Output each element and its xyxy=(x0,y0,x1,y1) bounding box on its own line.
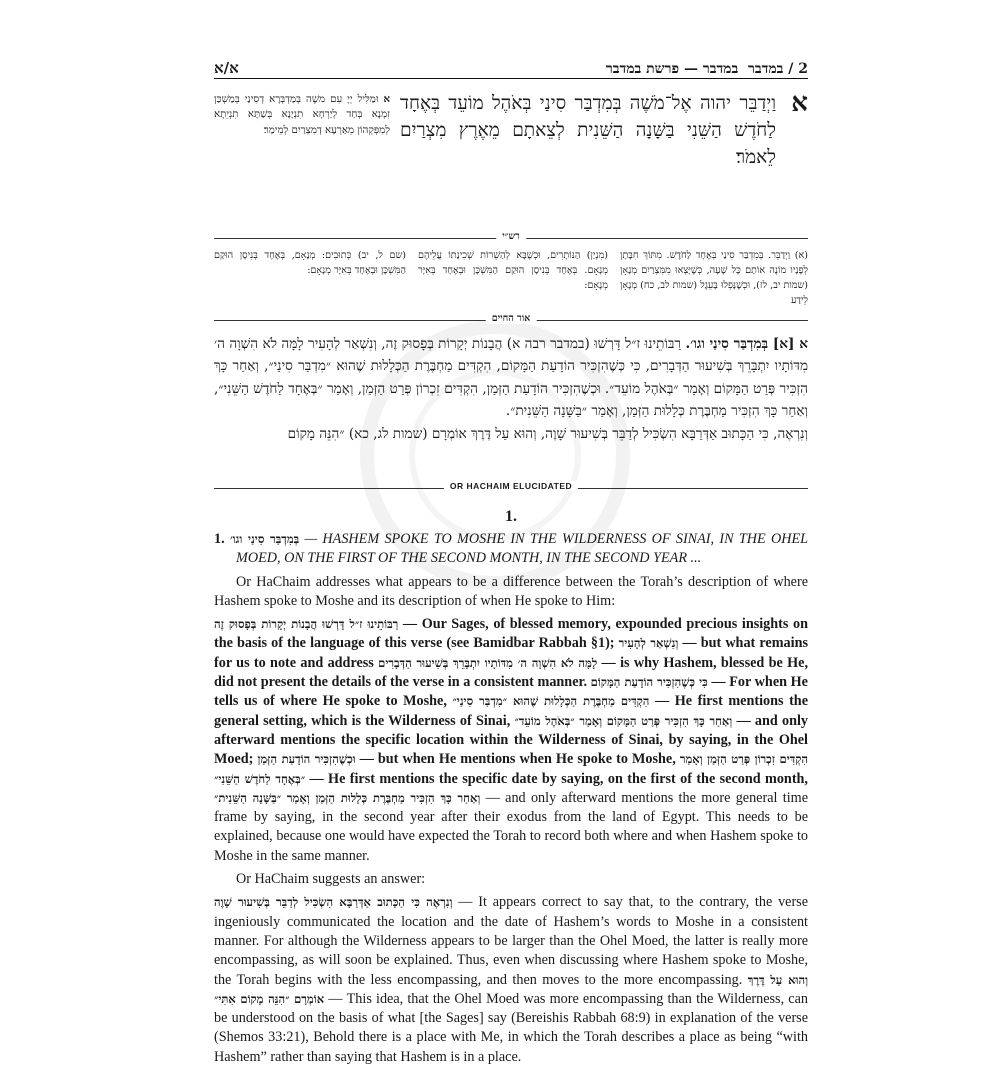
paragraph-2: Or HaChaim addresses what appears to be a difference between the Torah’s description of where Hashem spoke to Moshe and its description of when He spoke to Him: xyxy=(214,573,808,609)
page-number: 2 / במדבר xyxy=(747,61,808,77)
targum-text: א וּמַלִּיל יְיָ עִם משֶׁה בְּמַדְבְּרָא דְסִינַי בְּמַשְׁכַּן זִמְנָא בְּחַד לְיַרְחָא תִנְיָנָא בְּשַׁתָּא תִנְיֵתָא לְמִפְּקְהוֹן מֵאַרְעָא דְמִצְרַיִם לְמֵימַר׃ xyxy=(214,93,390,136)
verse-number: א xyxy=(791,88,808,118)
elucidated-divider xyxy=(214,482,808,494)
paragraph-1: 1. בְּמִדְבַּר סִינַי וגו׳ — HASHEM SPOKE TO MOSHE IN THE WILDERNESS OF SINAI, IN THE OHEL MOED, ON THE FIRST OF THE SECOND MONTH, IN THE SECOND YEAR ... xyxy=(214,531,808,567)
paragraph-5: וְנִרְאֶה כִּי הַכָּתוּב אַדְּרַבָּא הִשְׂכִּיל לְדַבֵּר בְּשִׁיעוּר שָׁוֶה — It appears correct to say that, to the contrary, the verse ingeniously communicated the location and the date of Hashem’s words to Moshe in a consistent manner. For although the Wilderness appears to be larger than the Ohel Moed, the latter is really more encompassing, as will soon be explained. Thus, even when discussing where Hashem spoke to Moshe, the Torah begins with the less encompassing, and then moves to the more encompassing. וְהוּא עַל דֶּרֶךְ אוֹמְרָם ״הִנֵּה מָקוֹם אִתִּי״ — This idea, that the Ohel Moed was more encompassing than the Wilderness, can be understood on the basis of what [the Sages] say (Bereishis Rabbah 68:9) in explanation of the verse (Shemos 33:21), Behold there is a place with Me, in which the Torah describes a place as being “with Hashem” rather than saying that Hashem is in a place. xyxy=(214,894,809,1065)
ohr-hachaim-text: א [א] בְּמִדְבַּר סִינַי וגו׳. רַבּוֹתֵינוּ ז״ל דָּרְשׁוּ (במדבר רבה א) הֲבָנוֹת יְקָרוֹת בְּפָסוּק זֶה, וְנִשְׁאַר לְהָעִיר לָמָּה לֹא הִשְׁוָה ה׳ מִדּוֹתָיו יִתְבָּרֵךְ בְּשִׁיעוּר הַדְּבָרִים, כִּי כְּשֶׁהִזְכִּיר הוֹדָעַת הַמָּקוֹם, הִקְדִּים מַחְבֶּרֶת הַכְּלָלוּת שֶׁהוּא ״מִדְבַּר סִינַי״, וְאַחַר כָּךְ הִזְכִּיר פְּרַט הַמָּקוֹם וְאָמַר ״בְּאֹהֶל מוֹעֵד״. וּכְשֶׁהִזְכִּיר הוֹדָעַת הַזְּמַן, הִקְדִּים זִכְרוֹן פְּרַט הַזְּמַן, וְאָמַר ״בְּאֶחָד לַחֹדֶשׁ הַשֵּׁנִי״, וְאַחַר כָּךְ הִזְכִּיר מַחְבֶּרֶת כְּלָלוּת הַזְּמַן, וְאָמַר ״בַּשָּׁנָה הַשֵּׁנִית״. וְנִרְאֶה, כִּי הַכָּתוּב אַדְּרַבָּא הִשְׂכִּיל לְדַבֵּר בְּשִׁיעוּר שָׁוֶה, וְהוּא עַל דֶּרֶךְ אוֹמְרָם (שמות לג, כא) ״הִנֵּה מָקוֹם xyxy=(214,336,809,442)
paragraph-4: Or HaChaim suggests an answer: xyxy=(236,871,426,888)
ohr-hachaim-label: אור החיים xyxy=(486,313,537,324)
ohr-hachaim-divider xyxy=(214,314,808,326)
reference: א/א xyxy=(214,59,239,77)
ohr-hachaim-lead: א [א] בְּמִדְבַּר סִינַי וגו׳. xyxy=(685,336,809,352)
rashi-commentary xyxy=(214,248,808,312)
rashi-column-3: (שם ל, יב) כְּתוּבִים: מְנָאָם, בְּאֶחָד בְּנִיסָן הוּקַם הַמִּשְׁכָּן וּבְאֶחָד בְּאִיָּר מְנָאָם: xyxy=(214,250,406,276)
elucidated-label: OR HACHAIM ELUCIDATED xyxy=(444,481,578,491)
verse-text: וַיְדַבֵּר יהוה אֶל־מֹשֶׁה בְּמִדְבַּר סִינַי בְּאֹהֶל מוֹעֵד בְּאֶחָד לַחֹדֶשׁ הַשֵּׁנִי בַּשָּׁנָה הַשֵּׁנִית לְצֵאתָם מֵאֶרֶץ מִצְרַיִם לֵאמֹר׃ xyxy=(400,93,776,168)
rashi-column-1: (א) וַיְדַבֵּר. בְּמִדְבַּר סִינַי בְּאֶחָד לַחֹדֶשׁ. מִתּוֹךְ חִבָּתָן לְפָנָיו מוֹנֶה אוֹתָם כָּל שָׁעָה, כְּשֶׁיָּצְאוּ מִמִּצְרַיִם מְנָאָן (שמות יב, לז), וּכְשֶׁנָּפְלוּ בָּעֵגֶל (שמות לב, כח) מְנָאָן לֵידַע xyxy=(620,250,808,306)
rashi-divider xyxy=(214,232,808,244)
running-head: במדבר — פרשת במדבר xyxy=(605,61,739,77)
verse-block xyxy=(214,88,808,188)
paragraph-3: רַבּוֹתֵינוּ ז״ל דָּרְשׁוּ הֲבָנוֹת יְקָרוֹת בְּפָסוּק זֶה — Our Sages, of blessed memory, expounded precious insights on the basis of the language of this verse (see Bamidbar Rabbah §1); וְנִשְׁאַר לְהָעִיר — but what remains for us to note and address לָמָּה לֹא הִשְׁוָה ה׳ מִדּוֹתָיו יִתְבָּרֵךְ בְּשִׁיעוּר הַדְּבָרִים — is why Hashem, blessed be He, did not present the details of the verse in a consistent manner. כִּי כְּשֶׁהִזְכִּיר הוֹדָעַת הַמָּקוֹם — For when He tells us of where He spoke to Moshe, הִקְדִּים מַחְבֶּרֶת הַכְּלָלוּת שֶׁהוּא ״מִדְבַּר סִינַי״ — He first mentions the general setting, which is the Wilderness of Sinai, וְאַחַר כָּךְ הִזְכִּיר פְּרַט הַמָּקוֹם וְאָמַר ״בְּאֹהֶל מוֹעֵד״ — and only afterward mentions the specific location within the Wilderness of Sinai, by saying, in the Ohel Moed; וּכְשֶׁהִזְכִּיר הוֹדָעַת הַזְּמַן — but when He mentions when He spoke to Moshe, הִקְדִּים זִכְרוֹן פְּרַט הַזְּמַן וְאָמַר ״בְּאֶחָד לַחֹדֶשׁ הַשֵּׁנִי״ — He first mentions the specific date by saying, on the first of the second month, וְאַחַר כָּךְ הִזְכִּיר מַחְבֶּרֶת כְּלָלוּת הַזְּמַן וְאָמַר ״בַּשָּׁנָה הַשֵּׁנִית״ — and only afterward mentions the more general time frame by saying, in the second year after their exodus from the land of Egypt. This needs to be explained, because one would have expected the Torah to record both where and when Hashem spoke to Moshe in the same manner. xyxy=(214,616,809,864)
rashi-column-2: (מִנְיַן) הַנּוֹתָרִים, וּכְשֶׁבָּא לְהַשְׁרוֹת שְׁכִינָתוֹ עֲלֵיהֶם מְנָאָם. בְּאֶחָד בְּנִיסָן הוּקַם הַמִּשְׁכָּן וּבְאֶחָד בְּאִיָּר מְנָאָם: xyxy=(418,250,608,291)
page-header xyxy=(214,50,808,79)
elucidated-text xyxy=(214,530,808,1067)
section-number: 1. xyxy=(505,508,517,525)
rashi-label: רש״י xyxy=(496,231,526,242)
book-page xyxy=(214,50,809,1065)
